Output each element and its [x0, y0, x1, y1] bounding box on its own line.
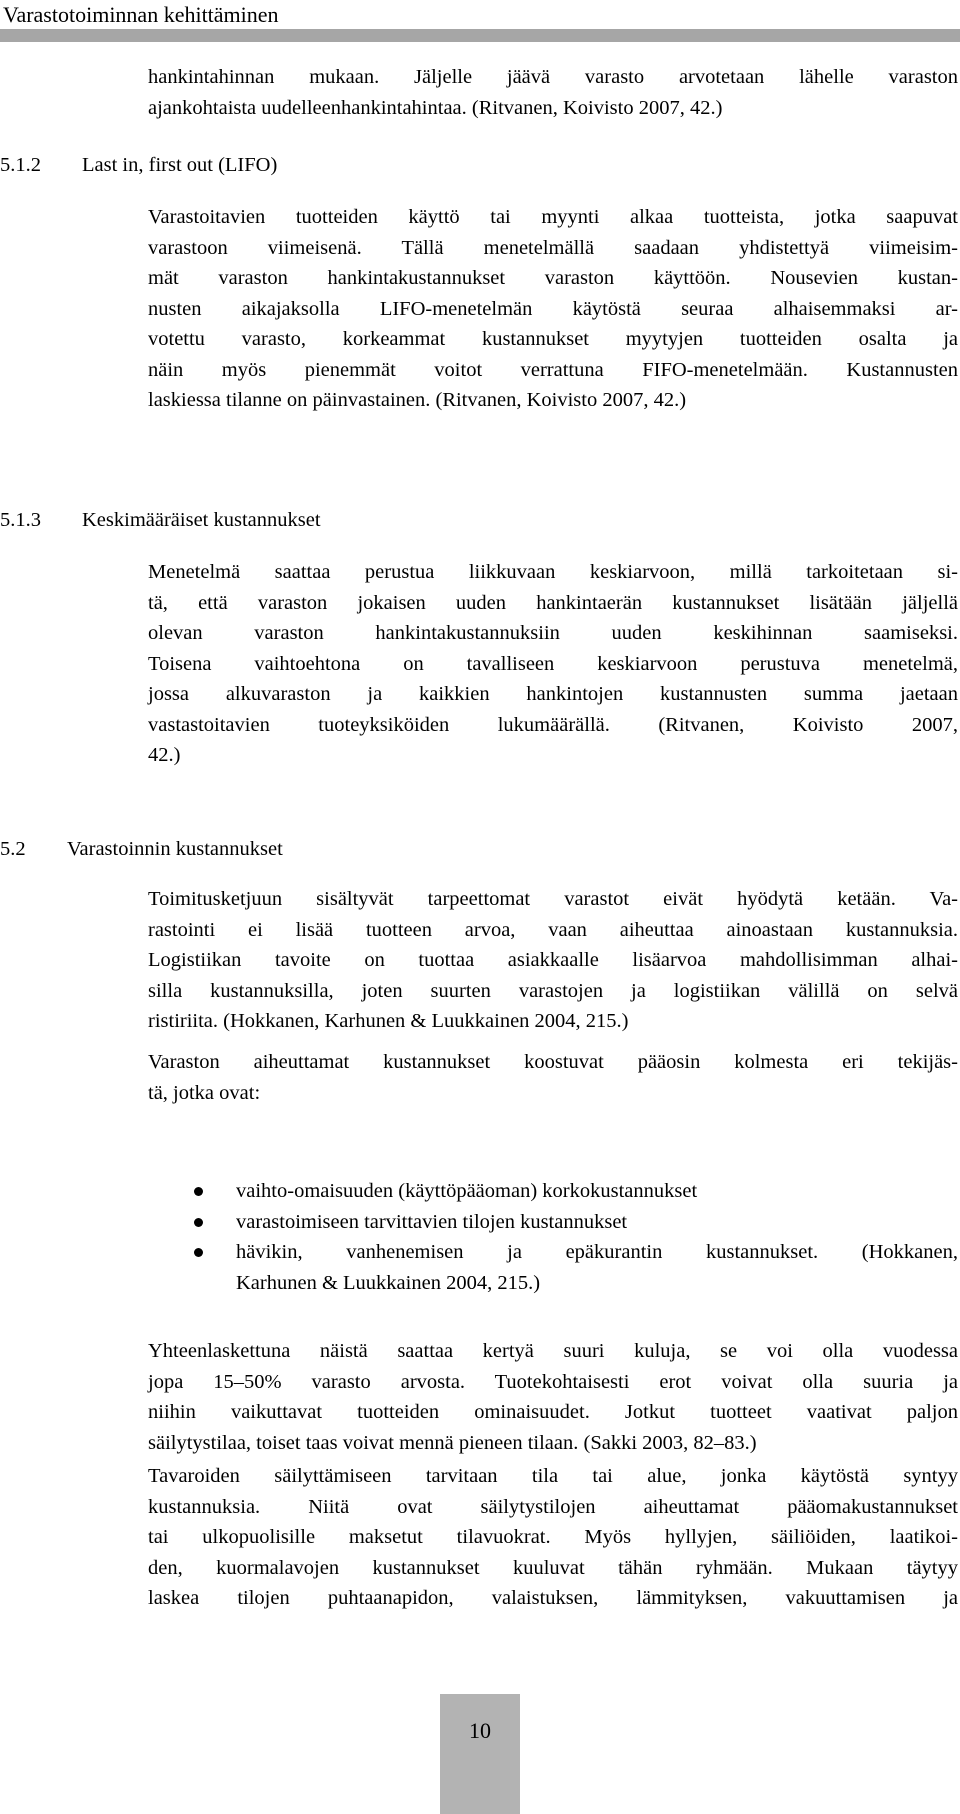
text-line: Varastoitavien tuotteiden käyttö tai myynti alkaa tuotteista, jotka saapuvat	[148, 206, 958, 228]
paragraph-costs-summary	[148, 1336, 958, 1458]
text-line: vastastoitavien tuoteyksiköiden lukumäärällä. (Ritvanen, Koivisto 2007,	[148, 713, 958, 736]
list-item	[148, 1237, 958, 1298]
text-line: kustannuksia. Niitä ovat säilytystilojen aiheuttamat pääomakustannukset	[148, 1495, 958, 1518]
section-title: Last in, first out (LIFO)	[82, 154, 278, 176]
section-title: Keskimääräiset kustannukset	[82, 509, 321, 531]
text-line: jopa 15–50% varasto arvosta. Tuotekohtaisesti erot voivat olla suuria ja	[148, 1370, 958, 1393]
text-line: laskiessa tilanne on päinvastainen. (Ritvanen, Koivisto 2007, 42.)	[148, 389, 687, 411]
text-line: silla kustannuksilla, joten suurten varastojen ja logistiikan välillä on selvä	[148, 979, 958, 1002]
text-line: hankintahinnan mukaan. Jäljelle jäävä varasto arvotetaan lähelle varaston	[148, 66, 958, 88]
text-line: votettu varasto, korkeammat kustannukset myytyjen tuotteiden osalta ja	[148, 328, 958, 350]
list-item	[148, 1207, 958, 1238]
text-line: Karhunen & Luukkainen 2004, 215.)	[236, 1271, 541, 1294]
text-line: tä, jotka ovat:	[148, 1081, 261, 1104]
section-number: 5.1.2	[0, 154, 41, 176]
bullet-list-cost-factors	[148, 1176, 958, 1298]
text-line: rastointi ei lisää tuotteen arvoa, vaan aiheuttaa ainoastaan kustannuksia.	[148, 918, 958, 941]
paragraph-costs-factors	[148, 1047, 958, 1108]
text-line: Varaston aiheuttamat kustannukset koostuvat pääosin kolmesta eri tekijäs-	[148, 1051, 958, 1073]
text-line: Logistiikan tavoite on tuottaa asiakkaalle lisäarvoa mahdollisimman alhai-	[148, 949, 958, 971]
running-header	[0, 0, 960, 31]
text-line: säilytystilaa, toiset taas voivat mennä pieneen tilaan. (Sakki 2003, 82–83.)	[148, 1431, 757, 1454]
text-line: laskea tilojen puhtaanapidon, valaistuksen, lämmityksen, vakuuttamisen ja	[148, 1587, 958, 1609]
text-line: olevan varaston hankintakustannuksiin uuden keskihinnan saamiseksi.	[148, 622, 958, 644]
paragraph-storage-space	[148, 1461, 958, 1614]
bullet-icon	[194, 1218, 203, 1227]
text-line: vaihto-omaisuuden (käyttöpääoman) korkokustannukset	[236, 1180, 698, 1202]
text-line: Tavaroiden säilyttämiseen tarvitaan tila tai alue, jonka käytöstä syntyy	[148, 1465, 958, 1487]
paragraph-average	[148, 557, 958, 771]
text-line: näin myös pienemmät voitot verrattuna FIFO-menetelmään. Kustannusten	[148, 358, 958, 381]
section-title: Varastoinnin kustannukset	[67, 838, 283, 860]
text-line: ristiriita. (Hokkanen, Karhunen & Luukkainen 2004, 215.)	[148, 1010, 629, 1032]
bullet-icon	[194, 1187, 203, 1196]
text-line: Toimitusketjuun sisältyvät tarpeettomat varastot eivät hyödytä ketään. Va-	[148, 888, 958, 910]
page-number	[440, 1694, 520, 1814]
text-line: jossa alkuvaraston ja kaikkien hankintojen kustannusten summa jaetaan	[148, 683, 958, 705]
text-line: tä, että varaston jokaisen uuden hankintaerän kustannukset lisätään jäljellä	[148, 591, 958, 614]
section-number: 5.1.3	[0, 509, 41, 531]
bullet-icon	[194, 1248, 203, 1257]
section-number: 5.2	[0, 838, 26, 860]
text-line: varastoimiseen tarvittavien tilojen kustannukset	[236, 1210, 628, 1233]
text-line: hävikin, vanhenemisen ja epäkurantin kustannukset. (Hokkanen,	[236, 1241, 958, 1263]
paragraph-fifo-end	[148, 62, 958, 123]
text-line: varastoon viimeisenä. Tällä menetelmällä saadaan yhdistettyä viimeisim-	[148, 236, 958, 259]
list-item	[148, 1176, 958, 1207]
text-line: mät varaston hankintakustannukset varaston käyttöön. Nousevien kustan-	[148, 267, 958, 289]
text-line: Toisena vaihtoehtona on tavalliseen keskiarvoon perustuva menetelmä,	[148, 652, 958, 675]
page-number-label: 10	[469, 1718, 491, 1743]
text-line: ajankohtaista uudelleenhankintahintaa. (Ritvanen, Koivisto 2007, 42.)	[148, 96, 723, 119]
paragraph-lifo	[148, 202, 958, 416]
paragraph-costs-intro	[148, 884, 958, 1037]
header-rule	[0, 29, 960, 42]
text-line: 42.)	[148, 744, 181, 766]
header-title: Varastotoiminnan kehittäminen	[3, 2, 279, 27]
text-line: niihin vaikuttavat tuotteiden ominaisuudet. Jotkut tuotteet vaativat paljon	[148, 1401, 958, 1423]
text-line: Yhteenlaskettuna näistä saattaa kertyä suuri kuluja, se voi olla vuodessa	[148, 1340, 958, 1362]
text-line: Menetelmä saattaa perustua liikkuvaan keskiarvoon, millä tarkoitetaan si-	[148, 561, 958, 583]
text-line: tai ulkopuolisille maksetut tilavuokrat. Myös hyllyjen, säiliöiden, laatikoi-	[148, 1526, 958, 1548]
text-line: den, kuormalavojen kustannukset kuuluvat tähän ryhmään. Mukaan täytyy	[148, 1556, 958, 1579]
text-line: nusten aikajaksolla LIFO-menetelmän käytöstä seuraa alhaisemmaksi ar-	[148, 297, 958, 320]
